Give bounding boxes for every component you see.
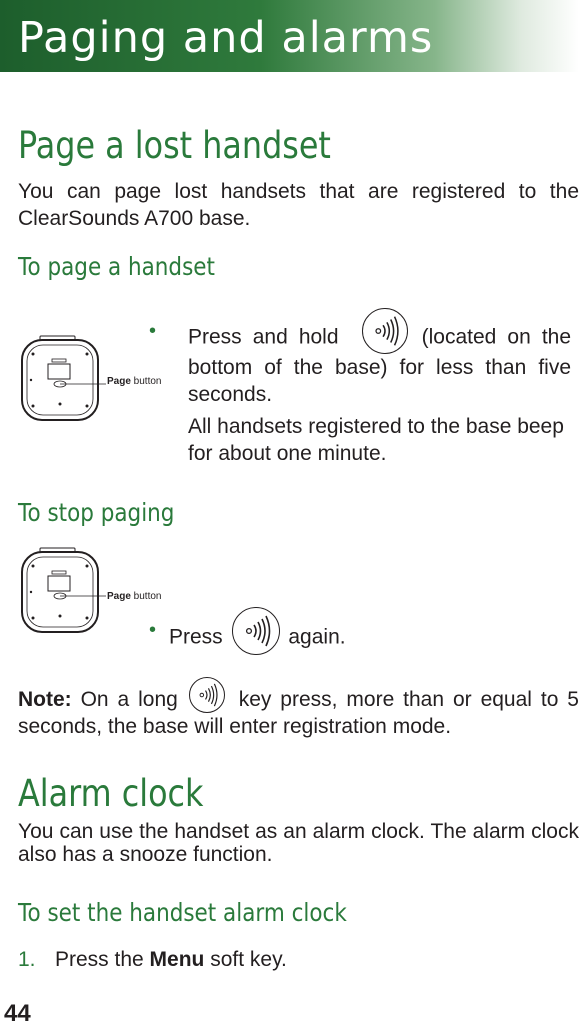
page-button-icon (189, 677, 225, 713)
page-button-icon (362, 308, 408, 354)
section-heading-page: Page a lost handset (18, 124, 331, 167)
callout-bold-2: Page (107, 591, 131, 602)
step-after-text: (located on the bottom of the base) for less than five seconds. (188, 325, 572, 406)
note-paragraph (18, 686, 579, 740)
stop-after-text: again. (288, 625, 346, 649)
page-number: 44 (4, 1000, 31, 1027)
step-press-hold (188, 322, 571, 408)
section-intro-alarm: You can use the handset as an alarm clock. The alarm clock also has a snooze function. (18, 820, 579, 866)
section-intro-page: You can page lost handsets that are registered to the ClearSounds A700 base. (18, 180, 579, 230)
step-result: All handsets registered to the base beep for about one minute. (188, 415, 564, 465)
step1-text (55, 946, 287, 973)
step1-number: 1. (18, 948, 36, 971)
header-title: Paging and alarms (18, 13, 434, 63)
step1-before: Press the (55, 948, 150, 971)
note-after: key press, more than or equal to 5 seconds, the base will enter registration mode. (18, 688, 579, 739)
section-heading-alarm: Alarm clock (18, 772, 204, 815)
callout-rest: button (130, 376, 162, 387)
note-label: Note: (18, 688, 72, 711)
page-header (0, 0, 579, 72)
subheading-page-handset: To page a handset (18, 252, 215, 281)
page-button-icon (232, 607, 280, 655)
bullet-marker: • (149, 320, 157, 342)
step1-after: soft key. (204, 948, 287, 971)
page-button-callout (107, 376, 162, 387)
step-stop-press (169, 621, 346, 655)
menu-key-label: Menu (149, 948, 205, 971)
note-before: On a long (71, 688, 187, 711)
step-press-text: Press and hold (188, 325, 339, 349)
stop-press-text: Press (169, 625, 223, 649)
callout-rest-2: button (130, 591, 162, 602)
base-device-illustration (18, 334, 173, 429)
callout-bold: Page (107, 376, 131, 387)
bullet-marker-2: • (149, 619, 157, 641)
page-button-callout-2 (107, 591, 162, 602)
subheading-set-alarm: To set the handset alarm clock (18, 898, 347, 927)
subheading-stop-paging: To stop paging (18, 498, 175, 527)
